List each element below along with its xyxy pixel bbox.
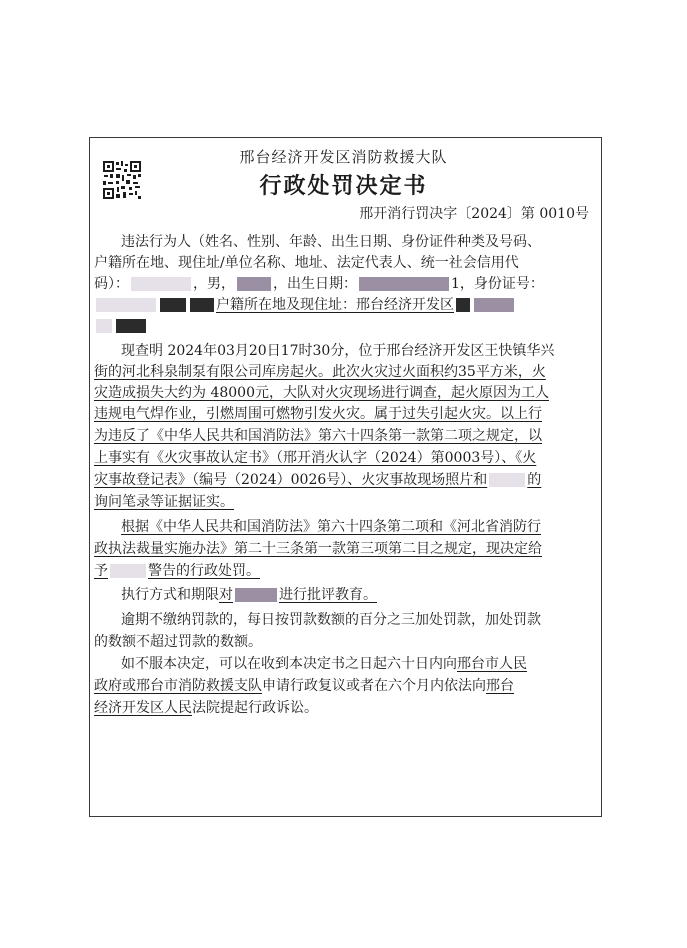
evidence-text: 灾事故登记表》（编号（2024）0026号）、火灾事故现场照片和: [94, 472, 488, 488]
overdue-line-2: 的数额不超过罚款的数额。: [94, 634, 262, 650]
basis-line-3: [94, 561, 598, 581]
basis-line-1: 根据《中华人民共和国消防法》第六十四条第二项和《河北省消防行: [121, 519, 541, 535]
party-info-line-2: 户籍所在地、现住址/单位名称、地址、法定代表人、统一社会信用代: [94, 255, 519, 271]
decision-prefix: 予: [94, 563, 108, 579]
redacted-address-4: [116, 319, 146, 333]
remedy-text-1: 如不服本决定，可以在收到本决定书之日起六十日内向: [121, 656, 457, 672]
decision-text: 警告的行政处罚。: [148, 563, 260, 579]
evidence-text-suffix: 的: [527, 472, 542, 488]
execution-line: [121, 585, 598, 605]
party-info-line-5: [94, 316, 598, 336]
review-authority: 邢台市人民: [457, 656, 527, 672]
party-label-suffix: 码）：: [94, 276, 129, 292]
redacted-witness: [489, 473, 525, 487]
facts-line-1: 现查明 2024年03月20日17时30分，位于邢台经济开发区王快镇华兴: [121, 343, 555, 359]
facts-line-2: 街的河北科泉制泵有限公司库房起火。此次火灾过火面积约35平方米，火: [94, 364, 546, 380]
redacted-id-number-2: [160, 298, 186, 312]
remedy-line-3: [94, 698, 598, 718]
residence-address: 户籍所在地及现住址：邢台经济开发区: [216, 297, 454, 313]
court-name-cont: 经济开发区人民: [94, 700, 192, 716]
remedy-text-2: 申请行政复议或者在六个月内依法向: [262, 678, 486, 694]
facts-line-5: 为违反了《中华人民共和国消防法》第六十四条第一款第二项之规定，以: [94, 428, 542, 444]
remedy-line-1: [121, 654, 598, 674]
redacted-address-2: [474, 298, 514, 312]
redacted-age: [237, 277, 271, 291]
execution-label: 执行方式和期限: [121, 587, 219, 603]
redacted-id-number-3: [190, 298, 214, 312]
gender-text: ，男，: [193, 276, 235, 292]
birthdate-label: ，出生日期：: [273, 276, 357, 292]
redacted-birthdate: [359, 277, 449, 291]
facts-line-4: 违规电气焊作业，引燃周围可燃物引发火灾。属于过失引起火灾。以上行: [94, 406, 542, 422]
court-name: 邢台: [486, 678, 514, 694]
redacted-address: [456, 298, 470, 312]
facts-line-7: [94, 470, 598, 490]
basis-line-2: 政执法裁量实施办法》第二十三条第一款第三项第二目之规定，现决定给: [94, 541, 542, 557]
overdue-line-1: 逾期不缴纳罚款的，每日按罚款数额的百分之三加处罚款，加处罚款: [121, 612, 541, 628]
remedy-line-2: [94, 676, 598, 696]
party-info-line-4: [94, 295, 598, 315]
execution-method: 进行批评教育。: [279, 587, 377, 603]
issuing-agency: 邢台经济开发区消防救援大队: [239, 148, 448, 166]
redacted-party-name: [110, 564, 146, 578]
document-title: 行政处罚决定书: [259, 173, 428, 199]
redacted-id-number: [96, 298, 156, 312]
facts-line-3: 灾造成损失大约为 48000元，大队对火灾现场进行调查，起火原因为工人: [94, 385, 549, 401]
facts-line-8: 询问笔录等证据证实。: [94, 494, 234, 510]
execution-prefix: 对: [219, 587, 233, 603]
review-authority-cont: 政府或邢台市消防救援支队: [94, 678, 262, 694]
redacted-name: [131, 277, 191, 291]
party-info-line-3: [94, 274, 598, 294]
facts-line-6: 上事实有《火灾事故认定书》（邢开消火认字（2024）第0003号）、《火: [94, 450, 537, 466]
id-number-label: 1，身份证号：: [451, 276, 544, 292]
party-info-line-1: 违法行为人（姓名、性别、年龄、出生日期、身份证件种类及号码、: [121, 234, 541, 250]
redacted-executed-party: [235, 588, 277, 602]
document-number: 邢开消行罚决字〔2024〕第 0010号: [359, 206, 589, 222]
redacted-address-3: [96, 319, 112, 333]
remedy-text-3: 法院提起行政诉讼。: [192, 700, 318, 716]
